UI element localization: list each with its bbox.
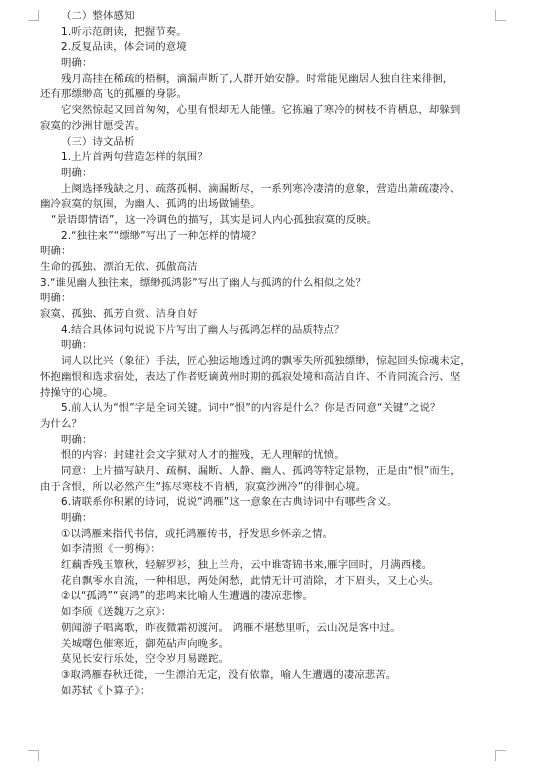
poem-line: 莫见长安行乐处，空令岁月易蹉跎。 — [61, 653, 230, 666]
citation: 如李颀《送魏万之京》： — [61, 606, 172, 619]
poem-line: 关城曙色催寒近，御苑砧声向晚多。 — [61, 637, 230, 650]
answer-label: 明确： — [61, 512, 93, 524]
answer-label: 明确： — [61, 166, 93, 179]
margin-corner-mark — [28, 10, 39, 21]
answer-text: 它突然惊起又回首匆匆，心里有恨却无人能懂。它拣遍了寒冷的树枝不肯栖息，却躲到 — [61, 104, 461, 117]
margin-corner-mark — [495, 750, 506, 761]
document-body — [40, 9, 502, 699]
answer-text: 怀抱幽恨和选求宿处，表达了作者贬谪黄州时期的孤寂处境和高洁自许、不肯同流合污、坚 — [40, 370, 461, 383]
answer-text: 还有那缥缈高飞的孤雁的身影。 — [40, 88, 188, 101]
answer-text: 幽冷寂寞的氛围，为幽人、孤鸿的出场做铺垫。 — [40, 198, 261, 211]
answer-label: 明确： — [61, 339, 93, 352]
question: 5.前人认为“恨”字是全词关键。词中“恨”的内容是什么？你是否同意“关键”之说？ — [61, 402, 441, 415]
section-heading: （三）诗文品析 — [61, 135, 135, 148]
answer-text: 生命的孤独、漂泊无依、孤傲高洁 — [40, 261, 198, 273]
question: 2.反复品读，体会词的意境 — [61, 41, 187, 54]
answer-text: 由于含恨，所以必然产生“拣尽寒枝不肯栖，寂寞沙洲冷”的徘徊心境。 — [40, 480, 367, 493]
poem-line: 花自飘零水自流，一种相思，两处闲愁，此情无计可消除，才下眉头，又上心头。 — [61, 574, 440, 587]
question: 1.听示范朗读，把握节奏。 — [61, 25, 187, 38]
citation: 如苏轼《卜算子》： — [61, 684, 151, 697]
question: 6.请联系你积累的诗词，说说“鸿雁”这一意象在古典诗词中有哪些含义。 — [61, 496, 398, 509]
answer-text: ①以鸿雁来指代书信，或托鸿雁传书，抒发思乡怀亲之情。 — [61, 527, 334, 540]
answer-text: “景语即情语”，这一冷调色的描写，其实是词人内心孤独寂寞的反映。 — [51, 213, 378, 226]
answer-text: 持操守的心境。 — [40, 386, 114, 399]
poem-line: 红藕香残玉簟秋，轻解罗衫，独上兰舟，云中谁寄锦书来,雁字回时，月满西楼。 — [61, 559, 433, 572]
margin-corner-mark — [28, 750, 39, 761]
answer-label: 明确： — [61, 57, 93, 70]
answer-label: 明确： — [40, 245, 72, 258]
answer-text: 词人以比兴（象征）手法，匠心独运地透过鸿的飘零失所孤独缥缈，惊起回头惊魂未定， — [61, 355, 471, 368]
section-heading: （二）整体感知 — [61, 10, 135, 22]
question: 为什么？ — [40, 417, 83, 430]
question: 1.上片首两句营造怎样的氛围？ — [61, 151, 208, 164]
answer-text: 同意：上片描写缺月、疏桐、漏断、人静、幽人、孤鸿等特定景物，正是由“恨”而生， — [61, 464, 461, 477]
answer-text: ③取鸿雁春秋迁徙，一生漂泊无定，没有依靠，喻人生遭遇的凄凉悲苦。 — [61, 668, 397, 681]
answer-text: 寂寞的沙洲甘愿受苦。 — [40, 119, 146, 132]
poem-line: 朝闻游子唱离歌，昨夜微霜初渡河。 鸿雁不堪愁里听，云山况是客中过。 — [61, 621, 401, 634]
question: 4.结合具体词句说说下片写出了幽人与孤鸿怎样的品质特点？ — [61, 323, 345, 336]
citation: 如李清照《一剪梅》： — [61, 543, 161, 556]
answer-text: ②以“孤鸿”“哀鸿”的悲鸣来比喻人生遭遇的凄凉悲惨。 — [61, 590, 314, 603]
answer-label: 明确： — [40, 292, 72, 305]
question: 3.“谁见幽人独往来，缥缈孤鸿影”写出了幽人与孤鸿的什么相似之处？ — [40, 276, 366, 289]
question: 2.“独往来”“缥缈”写出了一种怎样的情境？ — [61, 229, 262, 242]
answer-text: 寂寞、孤独、孤芳自赏、洁身自好 — [40, 308, 198, 321]
answer-text: 恨的内容：封建社会文字狱对人才的摧残，无人理解的忧愤。 — [61, 449, 345, 462]
answer-label: 明确： — [61, 433, 93, 446]
answer-text: 残月高挂在稀疏的梧桐，滴漏声断了,人群开始安静。时常能见幽居人独自往来徘徊， — [61, 72, 454, 85]
answer-text: 上阕选择残缺之月、疏落孤桐、滴漏断尽，一系列寒冷凄清的意象，营造出萧疏凄冷、 — [61, 182, 461, 195]
